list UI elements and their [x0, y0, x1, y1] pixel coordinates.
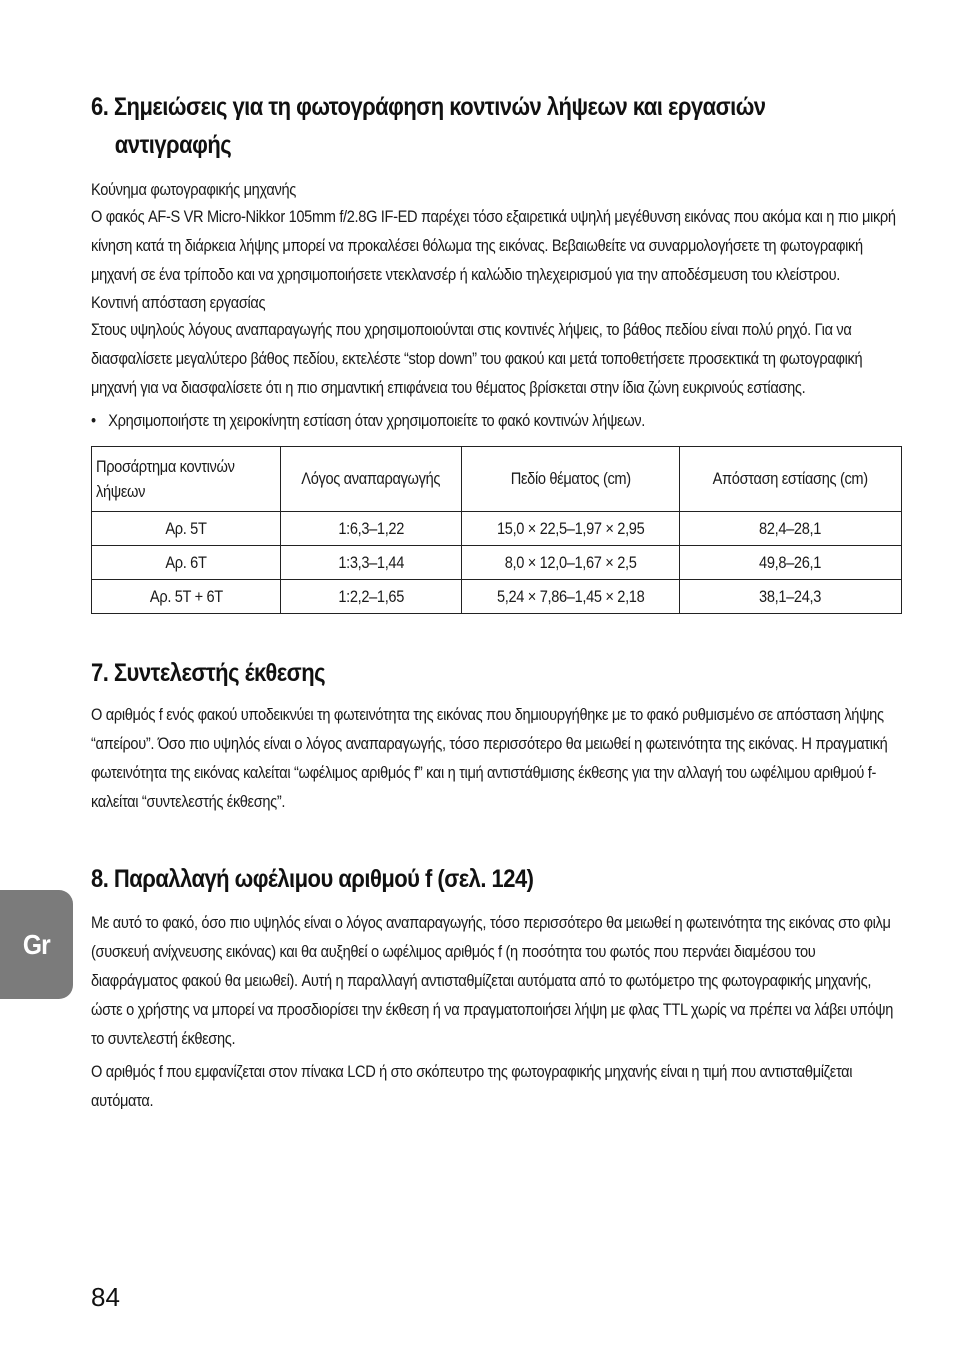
table-row: [92, 512, 902, 546]
paragraph-lcd-f-number: Ο αριθμός f που εμφανίζεται στον πίνακα LCD ή στο σκόπευτρο της φωτογραφικής μηχανής είναι η τιμή που αντισταθμίζεται αυτόματα.: [91, 1062, 853, 1110]
bullet-text: Χρησιμοποιήστε τη χειροκίνητη εστίαση όταν χρησιμοποιείτε το φακό κοντινών λήψεων.: [108, 411, 645, 430]
language-tab-label: Gr: [22, 928, 51, 960]
paragraph-camera-shake: Ο φακός AF-S VR Micro-Nikkor 105mm f/2.8G IF-ED παρέχει τόσο εξαιρετικά υψηλή μεγέθυνση εικόνας που ακόμα και η πιο μικρή κίνηση κατά τη διάρκεια λήψης μπορεί να προκαλέσει θόλωμα της εικόνας. Βεβαιωθείτε να συναρμολογήσετε τη φωτογραφική μηχανή σε ένα τρίποδο και να χρησιμοποιήσετε ντεκλανσέρ ή καλώδιο τηλεχειρισμού για την αποδέσμευση του κλείστρου.: [91, 207, 896, 284]
section-6-title-line1: 6. Σημειώσεις για τη φωτογράφηση κοντινών λήψεων και εργασιών: [91, 93, 766, 121]
subheading-camera-shake: Κούνημα φωτογραφικής μηχανής: [91, 180, 296, 199]
table-cell: 15,0 × 22,5–1,97 × 2,95: [462, 512, 680, 546]
bullet-dot: •: [91, 411, 96, 430]
table-cell: 1:6,3–1,22: [281, 512, 462, 546]
table-header-ratio: Λόγος αναπαραγωγής: [281, 447, 462, 512]
table-cell: Αρ. 6T: [92, 546, 281, 580]
table-cell: 1:2,2–1,65: [281, 580, 462, 614]
table-header-distance: Απόσταση εστίασης (cm): [680, 447, 902, 512]
page-content: [91, 88, 903, 1115]
paragraph-effective-f-number: Με αυτό το φακό, όσο πιο υψηλός είναι ο λόγος αναπαραγωγής, τόσο περισσότερο θα μειωθεί η φωτεινότητα της εικόνας στο φιλμ (συσκευή ανίχνευσης εικόνας) και θα αυξηθεί ο ωφέλιμος αριθμός f (η ποσότητα του φωτός που περνάει διαμέσου του διαφράγματος φακού θα μειωθεί). Αυτή η παραλλαγή αντισταθμίζεται αυτόματα από το φωτόμετρο της φωτογραφικής μηχανής, ώστε ο χρήστης να μπορεί να προσδιορίσει την έκθεση ή να πραγματοποιήσει λήψη με φλας TTL χωρίς να πρέπει να λάβει υπόψη το συντελεστή έκθεσης.: [91, 913, 893, 1048]
table-cell: 49,8–26,1: [680, 546, 902, 580]
table-cell: 82,4–28,1: [680, 512, 902, 546]
section-6-title: [91, 88, 906, 164]
page-number: 84: [91, 1282, 120, 1312]
close-up-table: [91, 446, 902, 614]
table-cell: 1:3,3–1,44: [281, 546, 462, 580]
bullet-manual-focus: [91, 408, 901, 434]
table-header-row: [92, 447, 902, 512]
table-row: [92, 580, 902, 614]
table-cell: Αρ. 5T + 6T: [92, 580, 281, 614]
table-header-attachment: Προσάρτημα κοντινών λήψεων: [92, 447, 281, 512]
table-cell: Αρ. 5T: [92, 512, 281, 546]
section-6: [91, 88, 903, 614]
section-7: [91, 654, 903, 816]
table-cell: 8,0 × 12,0–1,67 × 2,5: [462, 546, 680, 580]
section-7-title: 7. Συντελεστής έκθεσης: [91, 659, 326, 687]
table-row: [92, 546, 902, 580]
subheading-working-distance: Κοντινή απόσταση εργασίας: [91, 293, 266, 312]
language-tab: [0, 890, 73, 999]
section-8-title: 8. Παραλλαγή ωφέλιμου αριθμού f (σελ. 124): [91, 865, 534, 893]
table-cell: 38,1–24,3: [680, 580, 902, 614]
section-8: [91, 860, 903, 1115]
table-header-field: Πεδίο θέματος (cm): [462, 447, 680, 512]
paragraph-exposure-factor: Ο αριθμός f ενός φακού υποδεικνύει τη φωτεινότητα της εικόνας που δημιουργήθηκε με το φακό ρυθμισμένο σε απόσταση λήψης “απείρου”. Όσο πιο υψηλός είναι ο λόγος αναπαραγωγής, τόσο περισσότερο θα μειωθεί η φωτεινότητα της εικόνας. Η πραγματική φωτεινότητα της εικόνας καλείται “ωφέλιμος αριθμός f” και η τιμή αντιστάθμισης έκθεσης για την αλλαγή του ωφέλιμου αριθμού f-καλείται “συντελεστής έκθεσης”.: [91, 705, 888, 811]
section-6-title-line2: αντιγραφής: [114, 131, 232, 159]
paragraph-working-distance: Στους υψηλούς λόγους αναπαραγωγής που χρησιμοποιούνται στις κοντινές λήψεις, το βάθος πεδίου είναι πολύ ρηχό. Για να διασφαλίσετε μεγαλύτερο βάθος πεδίου, εκτελέστε “stop down” του φακού και μετά τοποθετήσετε προσεκτικά τη φωτογραφική μηχανή για να διασφαλίσετε ότι η πιο σημαντική επιφάνεια του θέματος βρίσκεται στην ίδια ζώνη ευκρινούς εστίασης.: [91, 320, 863, 397]
table-cell: 5,24 × 7,86–1,45 × 2,18: [462, 580, 680, 614]
